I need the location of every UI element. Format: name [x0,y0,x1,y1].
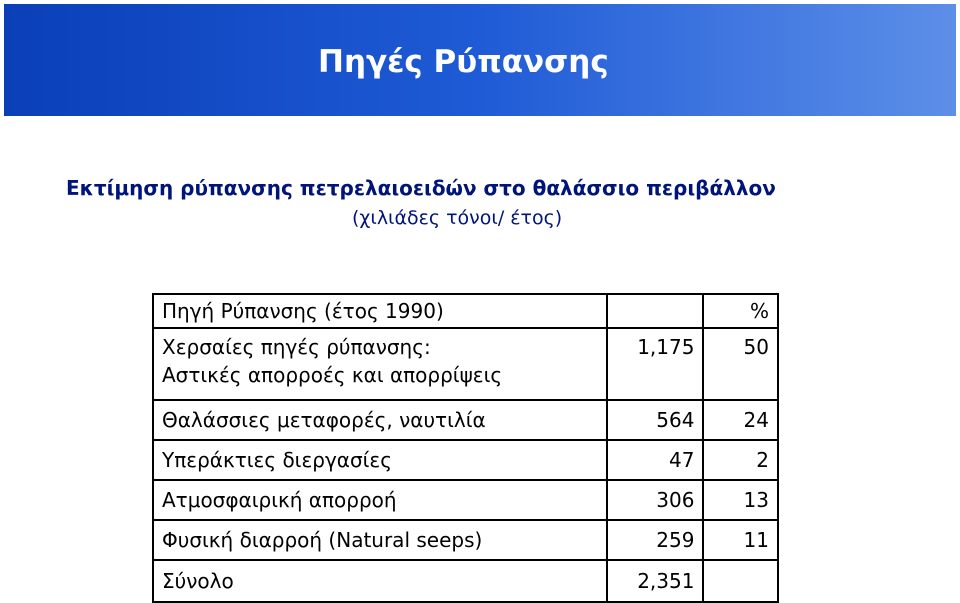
pollution-sources-table [152,293,779,603]
table-caption: Εκτίμηση ρύπανσης πετρελαιοειδών στο θαλάσσιο περιβάλλον [66,176,776,200]
row-amount: 47 [607,440,704,480]
table-row [153,328,778,400]
row-percent: 2 [703,440,778,480]
row-percent: 11 [703,520,778,560]
table-header-row [153,294,778,328]
table-total-row [153,560,778,602]
row-source: Φυσική διαρροή (Natural seeps) [153,520,607,560]
slide-title: Πηγές Ρύπανσης [318,44,609,80]
header-amount [607,294,704,328]
row-source [153,328,607,400]
row-amount: 1,175 [607,328,704,400]
row-amount: 306 [607,480,704,520]
total-amount: 2,351 [607,560,704,602]
table-row [153,440,778,480]
row-percent: 50 [703,328,778,400]
row-percent: 24 [703,400,778,440]
row-percent: 13 [703,480,778,520]
table-units: (χιλιάδες τόνοι/ έτος) [352,207,563,229]
row-amount: 259 [607,520,704,560]
row-source: Ατμοσφαιρική απορροή [153,480,607,520]
row-amount: 564 [607,400,704,440]
row-source-line: Χερσαίες πηγές ρύπανσης: [162,335,431,359]
header-source: Πηγή Ρύπανσης (έτος 1990) [153,294,607,328]
total-label: Σύνολο [153,560,607,602]
row-source: Θαλάσσιες μεταφορές, ναυτιλία [153,400,607,440]
row-source: Υπεράκτιες διεργασίες [153,440,607,480]
total-percent [703,560,778,602]
table-row [153,400,778,440]
row-source-line: Αστικές απορροές και απορρίψεις [162,363,503,387]
table-row [153,520,778,560]
table-row [153,480,778,520]
header-percent: % [703,294,778,328]
